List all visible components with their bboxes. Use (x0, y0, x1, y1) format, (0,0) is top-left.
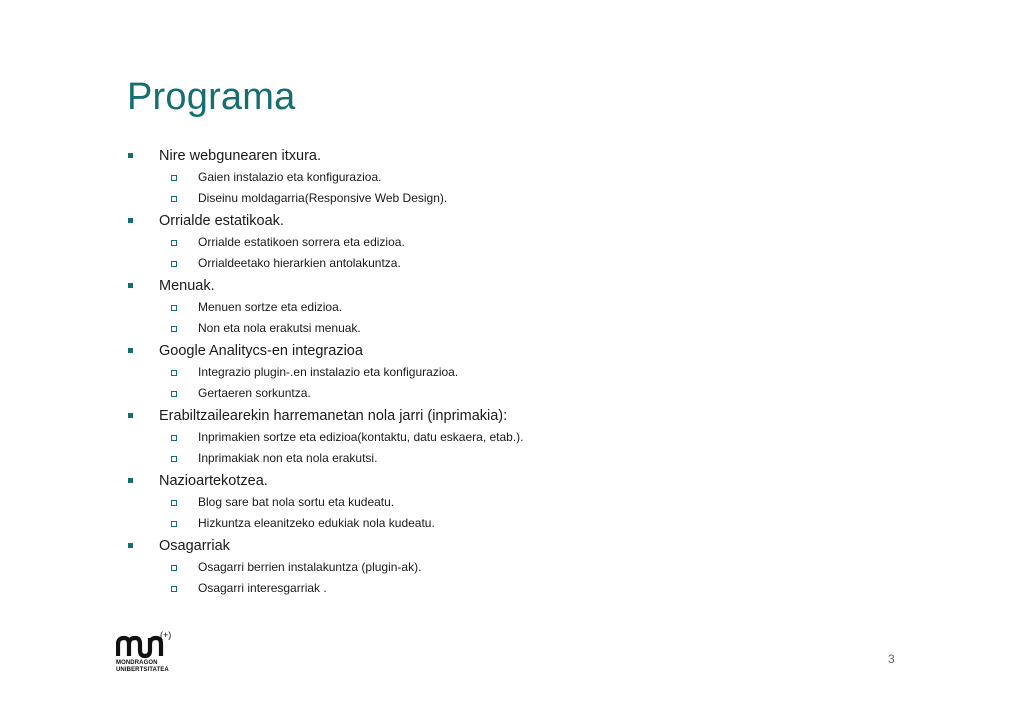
sub-list-item (128, 362, 908, 383)
hollow-square-bullet-icon (171, 240, 177, 246)
hollow-square-bullet-icon (171, 305, 177, 311)
sub-list-item (128, 297, 908, 318)
slide-title: Programa (127, 76, 296, 118)
hollow-square-bullet-icon (171, 391, 177, 397)
logo-subname: UNIBERTSITATEA (116, 667, 169, 673)
logo-mark-icon (118, 638, 161, 656)
bullet-list (128, 144, 908, 599)
sub-list-item (128, 167, 908, 188)
sub-list-item-label: Inprimakiak non eta nola erakutsi. (198, 451, 378, 465)
sub-list-item (128, 513, 908, 534)
sub-list-item-label: Orrialdeetako hierarkien antolakuntza. (198, 256, 401, 270)
sub-list-item (128, 557, 908, 578)
list-item-label: Google Analitycs-en integrazioa (159, 343, 363, 359)
hollow-square-bullet-icon (171, 435, 177, 441)
list-item (128, 211, 908, 232)
hollow-square-bullet-icon (171, 586, 177, 592)
sub-list-item-label: Menuen sortze eta edizioa. (198, 300, 343, 314)
sub-list-item-label: Non eta nola erakutsi menuak. (198, 321, 361, 335)
sub-list-item (128, 448, 908, 469)
sub-list-item-label: Osagarri berrien instalakuntza (plugin-ak). (198, 560, 422, 574)
sub-list-item-label: Gertaeren sorkuntza. (198, 386, 311, 400)
sub-list-item (128, 383, 908, 404)
list-item-label: Erabiltzailearekin harremanetan nola jarri (inprimakia): (159, 408, 508, 424)
sub-list-item-label: Orrialde estatikoen sorrera eta edizioa. (198, 235, 405, 249)
hollow-square-bullet-icon (171, 175, 177, 181)
sub-list-item (128, 253, 908, 274)
hollow-square-bullet-icon (171, 500, 177, 506)
logo-plus-mark: (+) (160, 630, 172, 640)
list-item (128, 471, 908, 492)
sub-list-item (128, 578, 908, 599)
sub-list-item-label: Gaien instalazio eta konfigurazioa. (198, 170, 382, 184)
sub-list-item (128, 492, 908, 513)
square-bullet-icon (128, 478, 133, 483)
sub-list-item (128, 232, 908, 253)
list-item-label: Menuak. (159, 278, 215, 294)
list-item (128, 146, 908, 167)
list-item-label: Orrialde estatikoak. (159, 213, 284, 229)
list-item-label: Nire webgunearen itxura. (159, 148, 322, 164)
hollow-square-bullet-icon (171, 521, 177, 527)
sub-list-item-label: Inprimakien sortze eta edizioa(kontaktu, datu eskaera, etab.). (198, 430, 524, 444)
square-bullet-icon (128, 153, 133, 158)
square-bullet-icon (128, 348, 133, 353)
hollow-square-bullet-icon (171, 261, 177, 267)
hollow-square-bullet-icon (171, 370, 177, 376)
sub-list-item (128, 318, 908, 339)
list-item-label: Osagarriak (159, 538, 230, 554)
hollow-square-bullet-icon (171, 565, 177, 571)
sub-list-item-label: Integrazio plugin-.en instalazio eta konfigurazioa. (198, 365, 459, 379)
hollow-square-bullet-icon (171, 456, 177, 462)
hollow-square-bullet-icon (171, 326, 177, 332)
list-item-label: Nazioartekotzea. (159, 473, 268, 489)
sub-list-item-label: Blog sare bat nola sortu eta kudeatu. (198, 495, 395, 509)
logo-name: MONDRAGON (116, 660, 158, 666)
square-bullet-icon (128, 543, 133, 548)
list-item (128, 276, 908, 297)
logo-wordmark (116, 660, 169, 674)
sub-list-item-label: Hizkuntza eleanitzeko edukiak nola kudeatu. (198, 516, 435, 530)
list-item (128, 536, 908, 557)
square-bullet-icon (128, 413, 133, 418)
sub-list-item-label: Osagarri interesgarriak . (198, 581, 327, 595)
square-bullet-icon (128, 283, 133, 288)
list-item (128, 341, 908, 362)
hollow-square-bullet-icon (171, 196, 177, 202)
page-number: 3 (888, 652, 895, 666)
square-bullet-icon (128, 218, 133, 223)
sub-list-item (128, 427, 908, 448)
sub-list-item (128, 188, 908, 209)
list-item (128, 406, 908, 427)
sub-list-item-label: Diseinu moldagarria(Responsive Web Design). (198, 191, 448, 205)
